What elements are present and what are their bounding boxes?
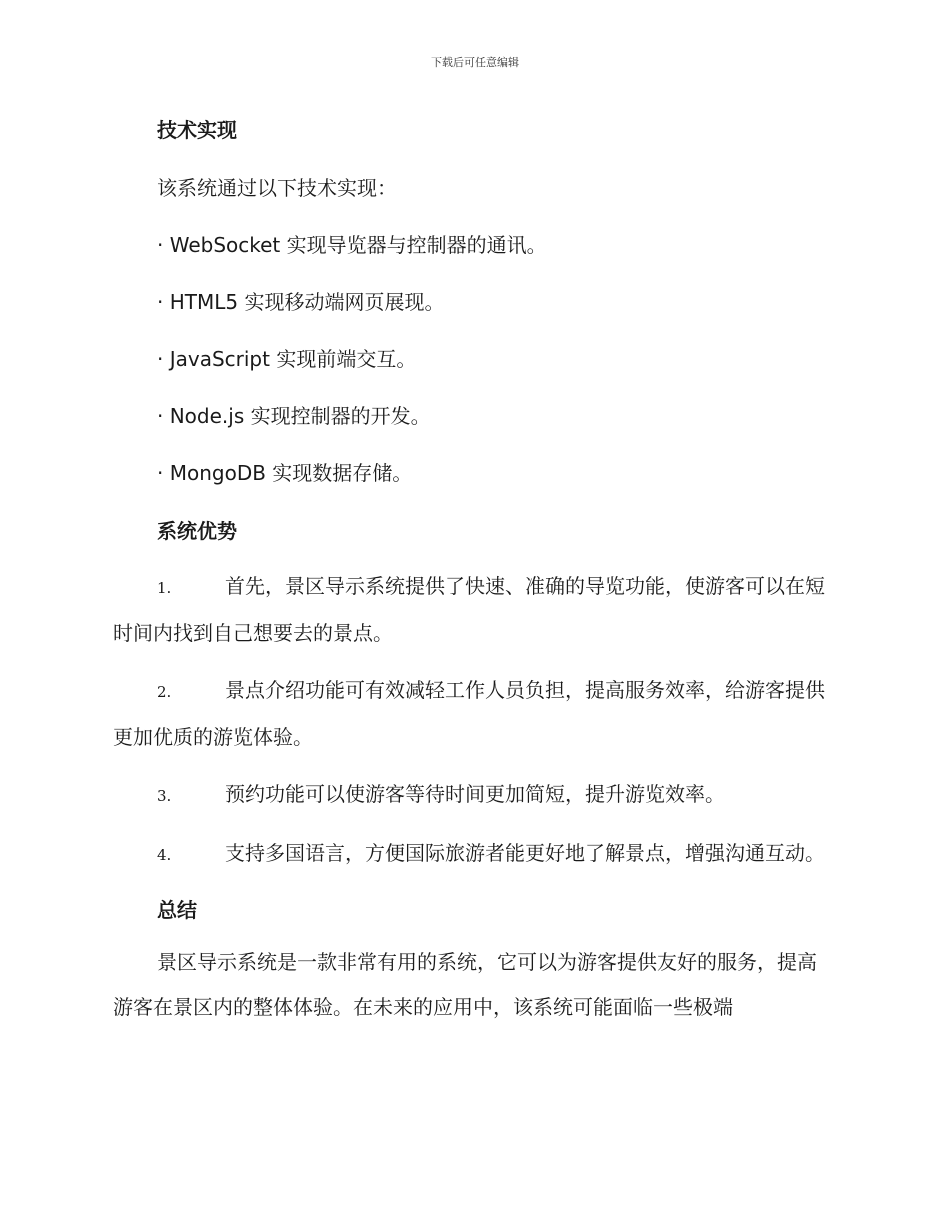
document-body [113, 112, 833, 1030]
advantage-number: 1. [157, 579, 172, 597]
advantage-number: 3. [157, 787, 172, 805]
advantage-number: 2. [157, 683, 172, 701]
advantage-text: 景点介绍功能可有效减轻工作人员负担，提高服务效率，给游客提供更加优质的游览体验。 [113, 678, 825, 749]
advantage-item-3 [113, 772, 833, 819]
advantage-text: 首先，景区导示系统提供了快速、准确的导览功能，使游客可以在短时间内找到自己想要去的景点。 [113, 574, 825, 645]
page-header-note: 下载后可任意编辑 [431, 56, 519, 69]
tech-bullet-2: · HTML5 实现移动端网页展现。 [157, 290, 445, 314]
advantage-item-2 [113, 668, 833, 760]
summary-paragraph: 景区导示系统是一款非常有用的系统，它可以为游客提供友好的服务，提高游客在景区内的整体体验。在未来的应用中，该系统可能面临一些极端 [113, 950, 817, 1019]
section-heading-tech: 技术实现 [157, 118, 237, 142]
tech-bullet-3: · JavaScript 实现前端交互。 [157, 347, 417, 371]
tech-bullet-4: · Node.js 实现控制器的开发。 [157, 404, 431, 428]
tech-bullet-5: · MongoDB 实现数据存储。 [157, 461, 413, 485]
tech-intro: 该系统通过以下技术实现： [157, 176, 397, 200]
advantage-item-1 [113, 564, 833, 656]
section-heading-summary: 总结 [157, 898, 197, 922]
advantage-item-4 [113, 831, 833, 878]
tech-bullet-1: · WebSocket 实现导览器与控制器的通讯。 [157, 233, 547, 257]
advantage-text: 支持多国语言，方便国际旅游者能更好地了解景点，增强沟通互动。 [225, 841, 825, 865]
advantage-text: 预约功能可以使游客等待时间更加简短，提升游览效率。 [225, 782, 725, 806]
advantage-number: 4. [157, 846, 172, 864]
section-heading-advantages: 系统优势 [157, 519, 237, 543]
